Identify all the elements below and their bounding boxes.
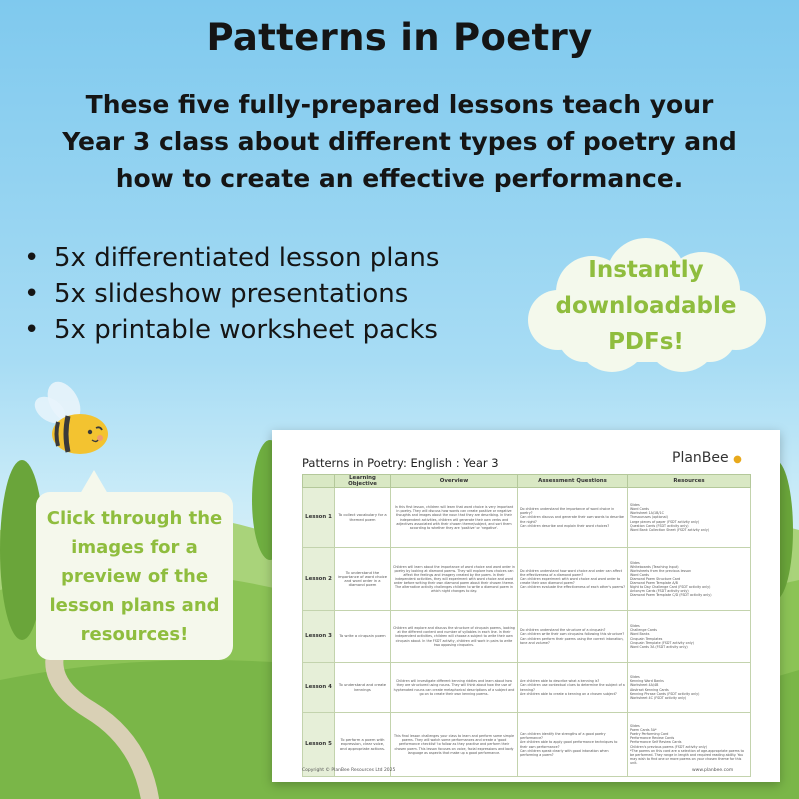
doc-website-link[interactable]: www.planbee.com (692, 768, 734, 773)
logo-bee-icon: ● (733, 454, 742, 465)
resources-list: Slides Poem Cards 5A* Poetry Performing Card Performance Review Cards Performance Self Review Cards Children's previous poems (FSDT activity only) *The poems on this card are a selection of age-appropriate poems to be performed. They range in length and required reading ability. You may wish to find one or more poems on your chosen theme for this unit. (628, 713, 751, 777)
table-row (303, 488, 751, 548)
lesson-label: Lesson 1 (303, 488, 335, 548)
subtitle-line: These five fully-prepared lessons teach your (85, 90, 714, 119)
lesson-label: Lesson 4 (303, 663, 335, 713)
bubble-line: lesson plans and (49, 595, 220, 616)
lesson-overview: Children will learn about the importance of word choice and word order in poetry by looking at diamond poems. They will explore how choices can affect the feelings and imagery created by the poem. In their independent activities, they will experiment with word choice and word order before writing their own diamond poem about their chosen theme. The alternative activity challenges children to write a diamond poem in which night changes to day. (391, 548, 518, 611)
lesson-label: Lesson 5 (303, 713, 335, 777)
doc-title: Patterns in Poetry: English : Year 3 (302, 456, 499, 470)
cloud-line: Instantly (588, 257, 704, 283)
cloud-line: downloadable (555, 293, 737, 319)
lesson-overview: Children will explore and discuss the structure of cinquain poems, looking at the different content and number of syllables in each line. In their independent activities, children will choose a subject to write their own cinquain about. In the FSDT activity, children will work in pairs to write two opposing cinquains. (391, 611, 518, 663)
resources-list: Slides Word Cards Worksheet 1A/1B/1C Thesauruses (optional) Large pieces of paper (FSDT activity only) Question Cards (FSDT activity only) Word Bank Collection Sheet (FSDT activity only) (628, 488, 751, 548)
feature-item: • 5x printable worksheet packs (22, 312, 439, 348)
assessment-questions: Do children understand how word choice and order can affect the effectiveness of a diamond poem? Can children experiment with word choice and word order to create their own diamond poem? Can children evaluate the effectiveness of each other's poems? (518, 548, 628, 611)
speech-bubble-tail (80, 470, 108, 494)
cloud-callout (524, 252, 768, 360)
column-header: Assessment Questions (518, 475, 628, 488)
table-row (303, 663, 751, 713)
learning-objective: To understand and create kennings (335, 663, 391, 713)
resources-list: Slides Kenning Word Banks Worksheet 4A/4B Abstract Kenning Cards Kenning Phrase Cards (FSDT activity only) Worksheet 4C (FSDT activity only) (628, 663, 751, 713)
lesson-overview: This final lesson challenges your class to learn and perform some simple poems. They will watch some performances and create a 'good performance checklist' to follow as they practise and perform their chosen poem. This lesson focuses on voice, facial expressions and body language as aspects that make up a good performance. (391, 713, 518, 777)
bubble-line: preview of the (60, 566, 209, 587)
assessment-questions: Do children understand the structure of a cinquain? Can children write their own cinquains following this structure? Can children perform their poems using the correct intonation, tone and volume? (518, 611, 628, 663)
table-row (303, 713, 751, 777)
feature-list (22, 240, 439, 348)
bubble-line: images for a (71, 537, 198, 558)
lesson-plan-preview[interactable] (272, 430, 780, 782)
table-header-row (303, 475, 751, 488)
lesson-overview: In this first lesson, children will learn that word choice is very important in poetry. They will discuss how words can create positive or negative thoughts and images about the noun that they are describing. In their independent activities, children will generate their own verbs and adjectives associated with their chosen theme/subject, and sort them according to whether they are 'positive' or 'negative'. (391, 488, 518, 548)
resources-list: Slides Whiteboards (Teaching Input) Worksheets from the previous lesson Word Cards Diamond Poem Structure Card Diamond Poem Template A/B Night to Day Challenge Card (FSDT activity only) Antonym Cards (FSDT activity only) Diamond Poem Template C/D (FSDT activity only) (628, 548, 751, 611)
table-row (303, 611, 751, 663)
lesson-label: Lesson 2 (303, 548, 335, 611)
feature-item: • 5x differentiated lesson plans (22, 240, 439, 276)
bee-icon (28, 380, 118, 460)
bubble-line: resources! (80, 624, 189, 645)
subtitle-line: how to create an effective performance. (115, 164, 684, 193)
page-title: Patterns in Poetry (206, 16, 593, 59)
assessment-questions: Can children identify the strengths of a good poetry performance? Are children able to apply good performance techniques to their own performance? Can children speak clearly with good intonation when performing a poem? (518, 713, 628, 777)
column-header: Resources (628, 475, 751, 488)
page-subtitle (30, 86, 769, 197)
lesson-overview: Children will investigate different kenning riddles and learn about how they are structured using nouns. They will think about how the use of hyphenated nouns can create metaphorical descriptions of a subject and go on to create their own kenning poems. (391, 663, 518, 713)
learning-objective: To perform a poem with expression, clear voice, and appropriate actions. (335, 713, 391, 777)
speech-bubble-text (36, 504, 233, 649)
assessment-questions: Are children able to describe what a kenning is? Can children use contextual clues to determine the subject of a kenning? Are children able to create a kenning on a chosen subject? (518, 663, 628, 713)
column-header: Overview (391, 475, 518, 488)
learning-objective: To write a cinquain poem (335, 611, 391, 663)
logo-text: PlanBee (672, 450, 729, 466)
cloud-line: PDFs! (608, 329, 684, 355)
column-header (303, 475, 335, 488)
subtitle-line: Year 3 class about different types of poetry and (62, 127, 737, 156)
planbee-logo (672, 450, 742, 466)
table-row (303, 548, 751, 611)
column-header: Learning Objective (335, 475, 391, 488)
assessment-questions: Do children understand the importance of word choice in poetry? Can children discuss and generate their own words to describe the night? Can children describe and explain their word choices? (518, 488, 628, 548)
doc-copyright: Copyright © PlanBee Resources Ltd 2025 (302, 768, 396, 773)
lesson-label: Lesson 3 (303, 611, 335, 663)
feature-item: • 5x slideshow presentations (22, 276, 439, 312)
learning-objective: To collect vocabulary for a themed poem (335, 488, 391, 548)
learning-objective: To understand the importance of word choice and word order in a diamond poem (335, 548, 391, 611)
resources-list: Slides Challenge Cards Word Banks Cinquain Templates Cinquain Template (FSDT activity only) Word Cards 3A (FSDT activity only) (628, 611, 751, 663)
lesson-overview-table (302, 474, 751, 777)
bubble-line: Click through the (46, 508, 223, 529)
